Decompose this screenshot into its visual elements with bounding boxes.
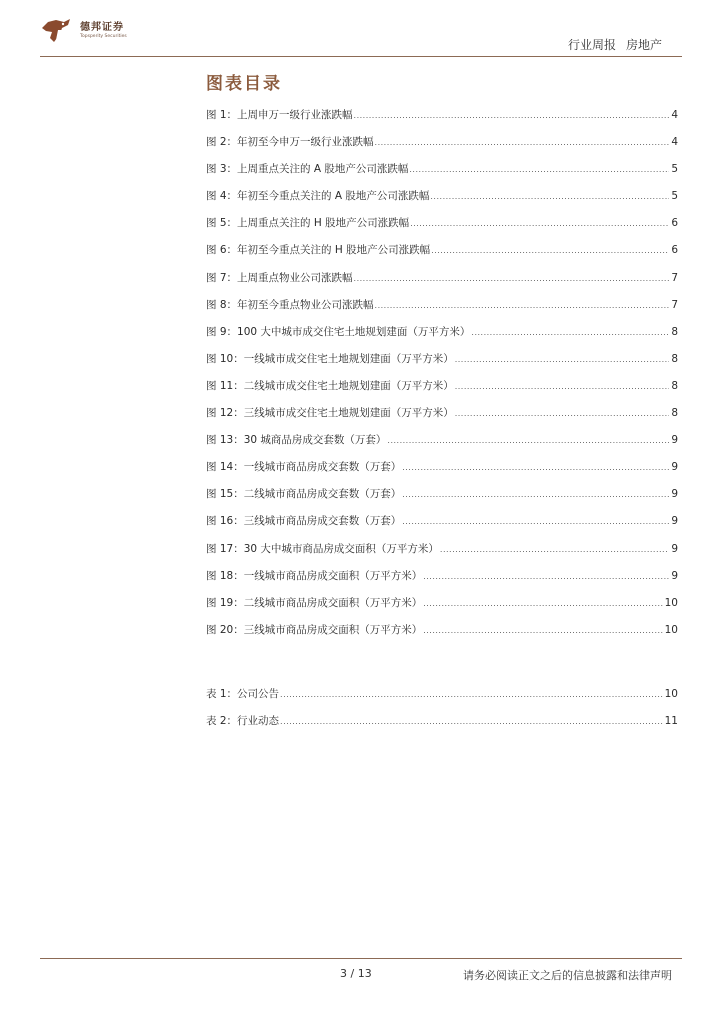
figure-toc-entry-label: 图 13：30 城商品房成交套数（万套） (206, 434, 387, 447)
topsperity-logo-icon (40, 16, 74, 46)
figure-toc-entry-page: 5 (671, 163, 678, 176)
dot-leader (410, 219, 669, 228)
dot-leader (354, 274, 670, 283)
figure-toc-entry[interactable] (206, 351, 678, 378)
dot-leader (423, 572, 669, 581)
figure-toc-entry-page: 9 (671, 515, 678, 528)
figure-toc-entry-label: 图 4：年初至今重点关注的 A 股地产公司涨跌幅 (206, 190, 430, 203)
table-toc-entry-page: 11 (664, 715, 678, 728)
dot-leader (375, 138, 670, 147)
dot-leader (280, 717, 663, 726)
header-divider (40, 56, 682, 57)
company-logo (40, 16, 160, 48)
dot-leader (431, 246, 669, 255)
dot-leader (375, 301, 670, 310)
figure-toc-entry[interactable] (206, 107, 678, 134)
figure-toc-entry-label: 图 9：100 大中城市成交住宅土地规划建面（万平方米） (206, 325, 471, 338)
table-toc-entry[interactable] (206, 686, 678, 713)
figure-toc-entry-label: 图 3：上周重点关注的 A 股地产公司涨跌幅 (206, 163, 409, 176)
legal-disclaimer: 请务必阅读正文之后的信息披露和法律声明 (463, 969, 672, 982)
logo-text-cn: 德邦证券 (80, 22, 124, 33)
dot-leader (430, 192, 669, 201)
figure-toc-entry[interactable] (206, 270, 678, 297)
figure-toc-entry-label: 图 6：年初至今重点关注的 H 股地产公司涨跌幅 (206, 244, 431, 257)
figure-list (206, 107, 678, 649)
figure-toc-entry-label: 图 2：年初至今申万一级行业涨跌幅 (206, 136, 374, 149)
dot-leader (402, 463, 669, 472)
dot-leader (354, 111, 670, 120)
figure-toc-entry-page: 9 (671, 569, 678, 582)
figure-toc-entry-page: 9 (671, 542, 678, 555)
dot-leader (471, 328, 669, 337)
figure-toc-entry[interactable] (206, 486, 678, 513)
figure-toc-entry-label: 图 5：上周重点关注的 H 股地产公司涨跌幅 (206, 217, 410, 230)
figure-toc-entry[interactable] (206, 134, 678, 161)
dot-leader (455, 382, 670, 391)
figure-toc-entry-page: 4 (671, 136, 678, 149)
figure-toc-entry[interactable] (206, 242, 678, 269)
dot-leader (402, 490, 669, 499)
report-category: 行业周报 (567, 38, 616, 52)
figure-toc-entry-label: 图 20：三线城市商品房成交面积（万平方米） (206, 623, 423, 636)
table-list (206, 686, 678, 740)
figure-toc-entry-page: 10 (664, 623, 678, 636)
page-number: 3 / 13 (340, 967, 372, 980)
dot-leader (455, 409, 670, 418)
dot-leader (423, 626, 662, 635)
figure-toc-entry-page: 6 (671, 244, 678, 257)
figure-toc-entry-page: 9 (671, 488, 678, 501)
figure-toc-entry[interactable] (206, 161, 678, 188)
figure-toc-entry-page: 4 (671, 109, 678, 121)
figure-toc-entry-label: 图 11：二线城市成交住宅土地规划建面（万平方米） (206, 379, 454, 392)
figure-toc-entry[interactable] (206, 513, 678, 540)
dot-leader (280, 690, 663, 699)
figure-toc-entry-label: 图 10：一线城市成交住宅土地规划建面（万平方米） (206, 352, 454, 365)
figure-toc-entry-label: 图 16：三线城市商品房成交套数（万套） (206, 515, 402, 528)
figure-toc-entry[interactable] (206, 568, 678, 595)
table-toc-entry-label: 表 2：行业动态 (206, 715, 280, 728)
figure-toc-entry[interactable] (206, 297, 678, 324)
figure-toc-entry-page: 8 (671, 379, 678, 392)
figure-toc-entry-page: 5 (671, 190, 678, 203)
figure-toc-entry[interactable] (206, 324, 678, 351)
footer-divider (40, 958, 682, 959)
figure-toc-entry[interactable] (206, 595, 678, 622)
figure-toc-entry-page: 8 (671, 352, 678, 365)
figure-toc-entry-page: 6 (671, 217, 678, 230)
figure-toc-entry-label: 图 1：上周申万一级行业涨跌幅 (206, 109, 353, 121)
figure-toc-entry-page: 9 (671, 461, 678, 474)
figure-toc-entry[interactable] (206, 188, 678, 215)
table-toc-entry-page: 10 (664, 688, 678, 700)
figure-toc-entry-label: 图 14：一线城市商品房成交套数（万套） (206, 461, 402, 474)
dot-leader (440, 545, 669, 554)
logo-text-en: Topsperity Securities (80, 34, 127, 39)
figure-toc-entry-label: 图 19：二线城市商品房成交面积（万平方米） (206, 596, 423, 609)
figure-toc-entry-page: 8 (671, 407, 678, 420)
figure-toc-entry-page: 10 (664, 596, 678, 609)
dot-leader (387, 436, 669, 445)
table-toc-entry[interactable] (206, 713, 678, 740)
figure-toc-entry[interactable] (206, 459, 678, 486)
figure-toc-entry[interactable] (206, 405, 678, 432)
figure-toc-entry[interactable] (206, 215, 678, 242)
dot-leader (409, 165, 669, 174)
figure-toc-entry-page: 8 (671, 325, 678, 338)
figure-toc-entry-label: 图 17：30 大中城市商品房成交面积（万平方米） (206, 542, 439, 555)
figure-toc-entry-page: 9 (671, 434, 678, 447)
figure-toc-entry-page: 7 (671, 298, 678, 311)
figure-toc-entry[interactable] (206, 432, 678, 459)
dot-leader (455, 355, 670, 364)
figure-toc-entry-label: 图 8：年初至今重点物业公司涨跌幅 (206, 298, 374, 311)
figure-toc-entry[interactable] (206, 541, 678, 568)
figure-toc-entry-label: 图 7：上周重点物业公司涨跌幅 (206, 271, 353, 284)
figure-toc-entry-label: 图 18：一线城市商品房成交面积（万平方米） (206, 569, 423, 582)
figure-toc-entry[interactable] (206, 378, 678, 405)
figure-toc-entry-label: 图 12：三线城市成交住宅土地规划建面（万平方米） (206, 407, 454, 420)
dot-leader (402, 517, 669, 526)
figure-toc-entry-label: 图 15：二线城市商品房成交套数（万套） (206, 488, 402, 501)
report-header (558, 36, 662, 53)
table-toc-entry-label: 表 1：公司公告 (206, 688, 280, 700)
dot-leader (423, 599, 662, 608)
toc-title: 图表目录 (206, 74, 282, 94)
report-sector: 房地产 (625, 38, 662, 52)
figure-toc-entry[interactable] (206, 622, 678, 649)
figure-toc-entry-page: 7 (671, 271, 678, 284)
